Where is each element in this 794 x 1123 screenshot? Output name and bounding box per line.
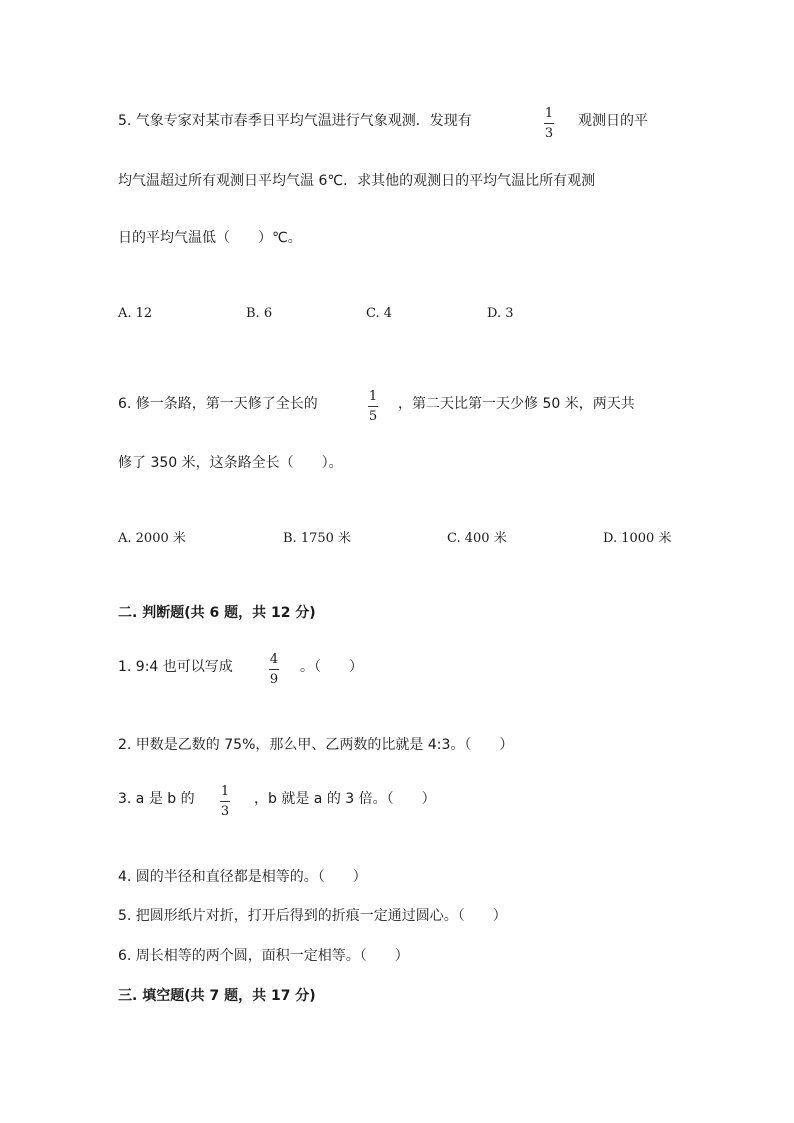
judge-item-3-fraction xyxy=(220,784,230,819)
q6-option-c: C. 400 米 xyxy=(447,531,507,546)
judge-item-1-end: 。（ ） xyxy=(300,659,363,675)
q6-option-a: A. 2000 米 xyxy=(118,531,186,546)
fraction-numerator: 1 xyxy=(220,784,230,799)
fraction-bar xyxy=(544,123,554,124)
q6-line1-end: ，第二天比第一天少修 50 米，两天共 xyxy=(398,396,635,412)
q5-option-d: D. 3 xyxy=(487,306,514,321)
judge-item-6: 6. 周长相等的两个圆，面积一定相等。（ ） xyxy=(118,948,409,964)
fraction-denominator: 3 xyxy=(220,804,230,819)
section3-title: 三. 填空题(共 7 题，共 17 分) xyxy=(118,988,316,1004)
fraction-bar xyxy=(368,406,378,407)
q6-option-b: B. 1750 米 xyxy=(283,531,352,546)
q5-option-b: B. 6 xyxy=(246,306,273,321)
section2-title: 二. 判断题(共 6 题，共 12 分) xyxy=(118,605,316,621)
q5-option-a: A. 12 xyxy=(118,306,153,321)
q6-fraction xyxy=(368,389,378,424)
fraction-denominator: 5 xyxy=(368,409,378,424)
judge-item-3-end: ，b 就是 a 的 3 倍。（ ） xyxy=(254,791,436,807)
fraction-bar xyxy=(220,801,230,802)
fraction-numerator: 1 xyxy=(544,106,554,121)
q5-line3: 日的平均气温低（ ）℃。 xyxy=(118,230,302,246)
q5-line1-end: 观测日的平 xyxy=(578,113,648,129)
q5-line2: 均气温超过所有观测日平均气温 6℃．求其他的观测日的平均气温比所有观测 xyxy=(118,173,596,189)
q6-line2: 修了 350 米，这条路全长（ ）。 xyxy=(118,455,343,471)
judge-item-5: 5. 把圆形纸片对折，打开后得到的折痕一定通过圆心。（ ） xyxy=(118,908,507,924)
q6-option-d: D. 1000 米 xyxy=(603,531,672,546)
fraction-numerator: 4 xyxy=(269,652,279,667)
q6-line1-start: 6. 修一条路，第一天修了全长的 xyxy=(118,396,318,412)
judge-item-4: 4. 圆的半径和直径都是相等的。（ ） xyxy=(118,869,367,885)
fraction-numerator: 1 xyxy=(368,389,378,404)
judge-item-1-start: 1. 9:4 也可以写成 xyxy=(118,659,233,675)
fraction-bar xyxy=(269,669,279,670)
q5-fraction xyxy=(544,106,554,141)
judge-item-2: 2. 甲数是乙数的 75%，那么甲、乙两数的比就是 4:3。（ ） xyxy=(118,737,514,753)
judge-item-3-start: 3. a 是 b 的 xyxy=(118,791,195,807)
fraction-denominator: 9 xyxy=(269,672,279,687)
judge-item-1-fraction xyxy=(269,652,279,687)
fraction-denominator: 3 xyxy=(544,126,554,141)
q5-line1-start: 5. 气象专家对某市春季日平均气温进行气象观测．发现有 xyxy=(118,113,472,129)
q5-option-c: C. 4 xyxy=(366,306,393,321)
